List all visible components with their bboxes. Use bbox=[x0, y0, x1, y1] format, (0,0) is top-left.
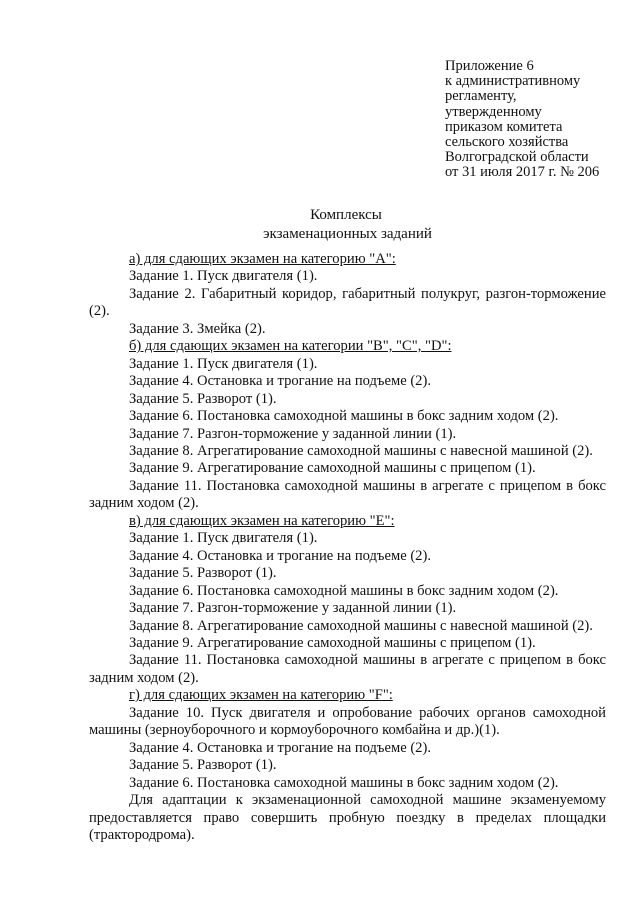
task-item: Задание 5. Разворот (1). bbox=[129, 757, 277, 774]
task-item: Задание 4. Остановка и трогание на подъеме (2). bbox=[129, 373, 431, 390]
section-b-heading: б) для сдающих экзамен на категории "В", "С", "D": bbox=[129, 338, 452, 355]
closing-paragraph: Для адаптации к экзаменационной самоходной машине экзаменуемому предоставляется право совершить пробную поездку в пределах площадки (трактородрома). bbox=[89, 792, 606, 843]
task-item: Задание 4. Остановка и трогание на подъеме (2). bbox=[129, 739, 431, 756]
task-item: Задание 5. Разворот (1). bbox=[129, 565, 277, 582]
task-item: Задание 11. Постановка самоходной машины в агрегате с прицепом в бокс задним ходом (2). bbox=[89, 477, 606, 512]
task-item: Задание 6. Постановка самоходной машины в бокс задним ходом (2). bbox=[129, 408, 559, 425]
task-item: Задание 4. Остановка и трогание на подъеме (2). bbox=[129, 547, 431, 564]
task-item: Задание 1. Пуск двигателя (1). bbox=[129, 268, 318, 285]
appendix-block bbox=[445, 59, 635, 181]
appendix-line: регламенту, bbox=[445, 88, 517, 105]
section-v-heading: в) для сдающих экзамен на категорию "Е": bbox=[129, 512, 395, 529]
task-item: Задание 9. Агрегатирование самоходной машины с прицепом (1). bbox=[129, 460, 536, 477]
task-item: Задание 2. Габаритный коридор, габаритный полукруг, разгон-торможение (2). bbox=[89, 285, 606, 320]
task-item: Задание 1. Пуск двигателя (1). bbox=[129, 355, 318, 372]
document-body bbox=[89, 251, 606, 844]
title-line-1: Комплексы bbox=[310, 207, 382, 223]
task-item: Задание 11. Постановка самоходной машины в агрегате с прицепом в бокс задним ходом (2). bbox=[89, 652, 606, 686]
task-item: Задание 7. Разгон-торможение у заданной линии (1). bbox=[129, 425, 457, 442]
task-item: Задание 3. Змейка (2). bbox=[129, 320, 266, 337]
task-item: Задание 1. Пуск двигателя (1). bbox=[129, 530, 318, 547]
appendix-line: Приложение 6 bbox=[445, 58, 534, 74]
task-item: Задание 9. Агрегатирование самоходной машины с прицепом (1). bbox=[129, 634, 536, 651]
title-line-2: экзаменационных заданий bbox=[263, 226, 432, 242]
task-item: Задание 5. Разворот (1). bbox=[129, 390, 277, 407]
task-item: Задание 8. Агрегатирование самоходной машины с навесной машиной (2). bbox=[129, 617, 593, 634]
appendix-line: Волгоградской области bbox=[445, 149, 589, 166]
appendix-line: утвержденному bbox=[445, 103, 542, 120]
task-item: Задание 6. Постановка самоходной машины в бокс задним ходом (2). bbox=[129, 582, 559, 599]
task-item: Задание 7. Разгон-торможение у заданной линии (1). bbox=[129, 600, 457, 617]
appendix-line: приказом комитета bbox=[445, 118, 563, 135]
document-title bbox=[0, 206, 640, 244]
task-item: Задание 10. Пуск двигателя и опробование рабочих органов самоходной машины (зерноуборочного и кормоуборочного комбайна и др.)(1). bbox=[89, 704, 606, 739]
task-item: Задание 8. Агрегатирование самоходной машины с навесной машиной (2). bbox=[129, 442, 593, 459]
appendix-line: к административному bbox=[445, 73, 581, 90]
task-item: Задание 6. Постановка самоходной машины в бокс задним ходом (2). bbox=[129, 774, 559, 791]
section-g-heading: г) для сдающих экзамен на категорию "F": bbox=[129, 687, 393, 704]
appendix-line: от 31 июля 2017 г. № 206 bbox=[445, 164, 600, 181]
section-a-heading: а) для сдающих экзамен на категорию "А": bbox=[129, 251, 396, 267]
appendix-line: сельского хозяйства bbox=[445, 134, 569, 151]
